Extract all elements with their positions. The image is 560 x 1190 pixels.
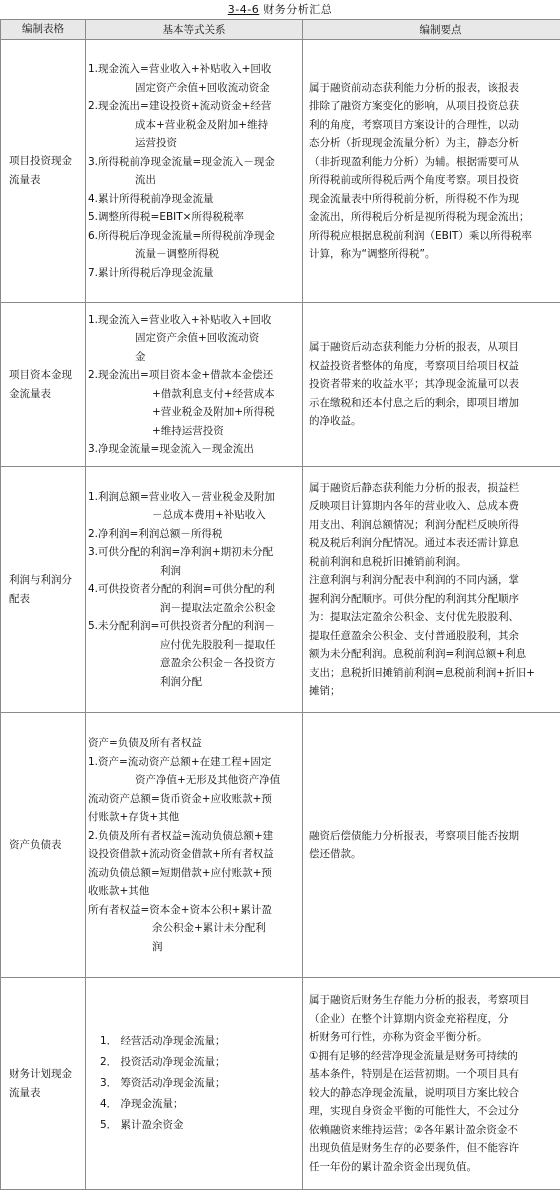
- row-table-name: [1, 713, 86, 978]
- key-point-line: 计算，称为“调整所得税”。: [309, 245, 560, 264]
- header-row: [1, 20, 560, 40]
- row-key-points: [303, 978, 560, 1190]
- key-point-line: 现金流量表中所得税前分析，所得税不作为现: [309, 190, 560, 209]
- key-point-line: 摊销；: [309, 682, 560, 701]
- equation-line: 资产=负债及所有者权益: [88, 734, 300, 753]
- key-point-line: 属于融资后动态获利能力分析的报表，从项目: [309, 338, 560, 357]
- row-equations: [86, 713, 303, 978]
- key-point-line: 属于融资后静态获利能力分析的报表，损益栏: [309, 479, 560, 498]
- equation-line: 付账款+存货+其他: [88, 808, 300, 827]
- equation-line: －总成本费用+补贴收入: [88, 506, 300, 525]
- table-body: [1, 40, 560, 1190]
- row-equations: [86, 40, 303, 303]
- key-point-line: 税及税后利润分配情况。通过本表还需计算息: [309, 534, 560, 553]
- equation-line: 所有者权益=资本金+资本公积+累计盈: [88, 901, 300, 920]
- equation-line: 资产净值+无形及其他资产净值: [88, 771, 300, 790]
- equation-line: 1.现金流入=营业收入+补贴收入+回收: [88, 60, 300, 79]
- key-point-line: 较大的静态净现金流量，说明项目方案比较合: [309, 1084, 560, 1103]
- key-point-line: 利的角度，考察项目方案设计的合理性，以动: [309, 116, 560, 135]
- key-point-line: 析财务可行性，亦称为资金平衡分析。: [309, 1028, 560, 1047]
- key-point-line: 提取任意盈余公积金、支付普通股股利，其余: [309, 627, 560, 646]
- row-table-name: [1, 40, 86, 303]
- header-key-points: 编制要点: [303, 20, 560, 40]
- key-point-line: 偿还借款。: [309, 845, 560, 864]
- equation-line: 2.净利润=利润总额－所得税: [88, 525, 300, 544]
- caption-title: 财务分析汇总: [263, 3, 332, 16]
- equation-line: 6.所得税后净现金流量=所得税前净现金: [88, 227, 300, 246]
- row-key-points: [303, 303, 560, 467]
- equation-line: 4． 净现金流量；: [100, 1094, 300, 1115]
- equation-line: 2.负债及所有者权益=流动负债总额+建: [88, 827, 300, 846]
- equation-line: 1.资产=流动资产总额+在建工程+固定: [88, 753, 300, 772]
- equation-line: 流出: [88, 171, 300, 190]
- equation-line: 3． 筹资活动净现金流量；: [100, 1073, 300, 1094]
- row-key-points: [303, 713, 560, 978]
- table-row: [1, 467, 560, 713]
- equation-line: 成本+营业税金及附加+维持: [88, 116, 300, 135]
- table-name-line: 利润与利润分: [9, 571, 83, 590]
- key-point-line: 税前利润和息税折旧摊销前利润。: [309, 553, 560, 572]
- key-point-line: 投资者带来的收益水平；其净现金流量可以表: [309, 375, 560, 394]
- key-point-line: 额为未分配利润。息税前利润=利润总额+利息: [309, 645, 560, 664]
- key-point-line: 金流出，所得税后分析是视所得税为现金流出；: [309, 208, 560, 227]
- key-point-line: 为：提取法定盈余公积金、支付优先股股利、: [309, 608, 560, 627]
- equation-line: 2． 投资活动净现金流量；: [100, 1052, 300, 1073]
- equation-line: 3.可供分配的利润=净利润+期初未分配: [88, 543, 300, 562]
- key-point-line: 态分析（折现现金流量分析）为主，静态分析: [309, 134, 560, 153]
- table-row: [1, 978, 560, 1190]
- table-name-line: 财务计划现金: [9, 1065, 83, 1084]
- key-point-line: 出现负值是财务生存的必要条件，但不能容许: [309, 1139, 560, 1158]
- row-table-name: [1, 978, 86, 1190]
- equation-line: 3.所得税前净现金流量=现金流入－现金: [88, 153, 300, 172]
- equation-line: 金: [88, 348, 300, 367]
- equation-line: 润: [88, 938, 300, 957]
- equation-line: 固定资产余值+回收流动资金: [88, 79, 300, 98]
- equation-line: 余公积金+累计未分配利: [88, 919, 300, 938]
- equation-line: 1.利润总额=营业收入－营业税金及附加: [88, 488, 300, 507]
- table-name-line: 流量表: [9, 171, 83, 190]
- key-point-line: 属于融资前动态获利能力分析的报表，该报表: [309, 79, 560, 98]
- equation-line: 意盈余公积金－各投资方: [88, 654, 300, 673]
- row-equations: [86, 467, 303, 713]
- table-name-line: 项目投资现金: [9, 152, 83, 171]
- equation-line: 收账款+其他: [88, 882, 300, 901]
- key-point-line: （非折现盈利能力分析）为辅。根据需要可从: [309, 153, 560, 172]
- key-point-line: 的净收益。: [309, 412, 560, 431]
- equation-line: 设投资借款+流动资金借款+所有者权益: [88, 845, 300, 864]
- equation-line: +营业税金及附加+所得税: [88, 403, 300, 422]
- key-point-line: 支出；息税折旧摊销前利润=息税前利润+折旧+: [309, 664, 560, 683]
- key-point-line: 反映项目计算期内各年的营业收入、总成本费: [309, 497, 560, 516]
- table-caption: [0, 0, 560, 19]
- key-point-line: 用支出、利润总额情况；利润分配栏反映所得: [309, 516, 560, 535]
- table-row: [1, 713, 560, 978]
- key-point-line: 基本条件，特别是在运营初期。一个项目具有: [309, 1065, 560, 1084]
- equation-line: 3.净现金流量=现金流入－现金流出: [88, 440, 300, 459]
- equation-line: 流量－调整所得税: [88, 245, 300, 264]
- row-key-points: [303, 40, 560, 303]
- key-point-line: 权益投资者整体的角度，考察项目给项目权益: [309, 357, 560, 376]
- row-equations: [86, 303, 303, 467]
- table-name-line: 金流量表: [9, 385, 83, 404]
- equation-line: 应付优先股股利－提取任: [88, 636, 300, 655]
- equation-line: 1． 经营活动净现金流量；: [100, 1031, 300, 1052]
- key-point-line: 注意利润与利润分配表中利润的不同内涵，掌: [309, 571, 560, 590]
- key-point-line: 示在缴税和还本付息之后的剩余，即项目增加: [309, 394, 560, 413]
- equation-line: +维持运营投资: [88, 422, 300, 441]
- header-equations: 基本等式关系: [86, 20, 303, 40]
- equation-line: 2.现金流出=建设投资+流动资金+经营: [88, 97, 300, 116]
- equation-line: 2.现金流出=项目资本金+借款本金偿还: [88, 366, 300, 385]
- equation-line: 固定资产余值+回收流动资: [88, 329, 300, 348]
- key-point-line: 任一年份的累计盈余资金出现负值。: [309, 1158, 560, 1177]
- key-point-line: 所得税前或所得税后两个角度考察。项目投资: [309, 171, 560, 190]
- key-point-line: 融资后偿债能力分析报表，考察项目能否按期: [309, 827, 560, 846]
- table-row: [1, 40, 560, 303]
- key-point-line: 排除了融资方案变化的影响，从项目投资总获: [309, 97, 560, 116]
- caption-number: 3-4-6: [228, 3, 259, 16]
- equation-line: 利润: [88, 562, 300, 581]
- key-point-line: 依赖融资来维持运营；②各年累计盈余资金不: [309, 1121, 560, 1140]
- table-name-line: 资产负债表: [9, 836, 83, 855]
- row-key-points: [303, 467, 560, 713]
- table-name-line: 配表: [9, 590, 83, 609]
- row-table-name: [1, 303, 86, 467]
- equation-line: +借款利息支付+经营成本: [88, 385, 300, 404]
- equation-line: 运营投资: [88, 134, 300, 153]
- equation-line: 5． 累计盈余资金: [100, 1115, 300, 1136]
- equation-line: 4.累计所得税前净现金流量: [88, 190, 300, 209]
- equation-line: 流动资产总额=货币资金+应收账款+预: [88, 790, 300, 809]
- equation-line: 5.未分配利润=可供投资者分配的利润－: [88, 617, 300, 636]
- key-point-line: （企业）在整个计算期内资金充裕程度，分: [309, 1010, 560, 1029]
- equation-line: 5.调整所得税=EBIT×所得税税率: [88, 208, 300, 227]
- equation-line: 7.累计所得税后净现金流量: [88, 264, 300, 283]
- equation-line: 润－提取法定盈余公积金: [88, 599, 300, 618]
- table-name-line: 流量表: [9, 1084, 83, 1103]
- table-row: [1, 303, 560, 467]
- equation-line: 1.现金流入=营业收入+补贴收入+回收: [88, 311, 300, 330]
- key-point-line: 所得税应根据息税前利润（EBIT）乘以所得税率: [309, 227, 560, 246]
- equation-line: 4.可供投资者分配的利润=可供分配的利: [88, 580, 300, 599]
- row-equations: [86, 978, 303, 1190]
- key-point-line: 理，实现自身资金平衡的可能性大，不会过分: [309, 1102, 560, 1121]
- key-point-line: 握利润分配顺序。可供分配的利润其分配顺序: [309, 590, 560, 609]
- key-point-line: 属于融资后财务生存能力分析的报表，考察项目: [309, 991, 560, 1010]
- row-table-name: [1, 467, 86, 713]
- key-point-line: ①拥有足够的经营净现金流量是财务可持续的: [309, 1047, 560, 1066]
- header-table-name: 编制表格: [1, 20, 86, 40]
- table-name-line: 项目资本金现: [9, 366, 83, 385]
- financial-analysis-summary-table: [0, 19, 560, 1190]
- equation-line: 流动负债总额=短期借款+应付账款+预: [88, 864, 300, 883]
- equation-line: 利润分配: [88, 673, 300, 692]
